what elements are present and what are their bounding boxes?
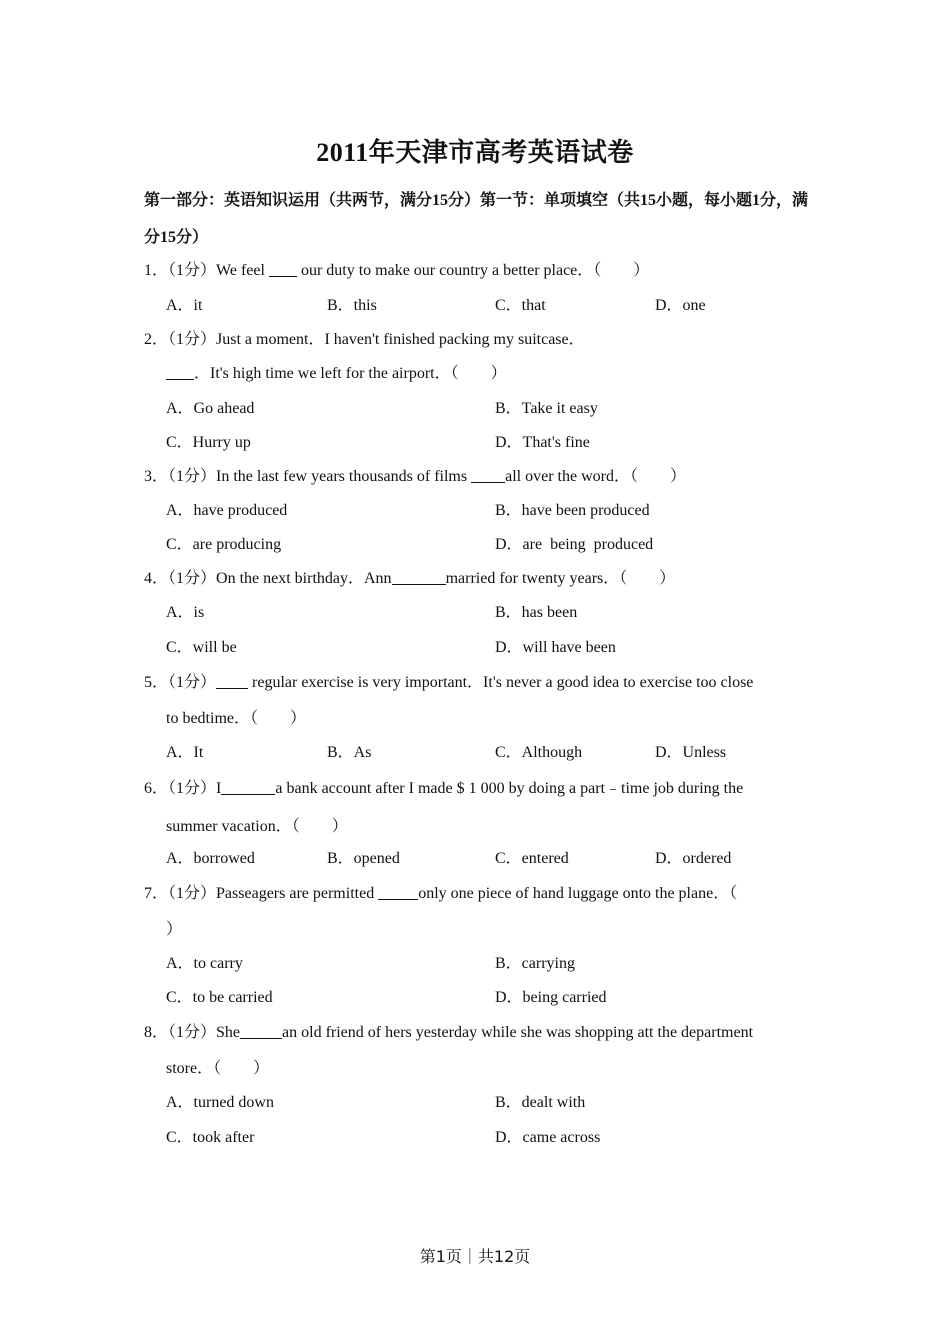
question-score: （1分） [168,780,217,797]
question-number: 6． [144,780,169,797]
options-row [166,1086,808,1120]
option-c[interactable]: C．will be [166,639,237,656]
options-row [166,289,808,323]
options-row [166,426,808,460]
question-score: （1分） [168,885,217,902]
options-row [166,947,808,981]
option-a[interactable]: A．borrowed [166,850,255,867]
options-row [166,631,808,665]
question-text: summer vacation．（ ） [166,818,348,835]
question-7 [144,876,808,948]
option-c[interactable]: C．that [495,297,546,314]
question-number: 2． [144,331,169,348]
question-score: （1分） [168,468,217,485]
option-a[interactable]: A．Go ahead [166,400,255,417]
question-text: ） [166,921,183,938]
question-text: ．It's high time we left for the airport．（ ） [194,365,507,382]
option-d[interactable]: D．That's fine [495,434,590,451]
option-b[interactable]: B．Take it easy [495,400,598,417]
option-a[interactable]: A．to carry [166,955,243,972]
option-a[interactable]: A．have produced [166,502,288,519]
option-c[interactable]: C．Hurry up [166,434,251,451]
options-row [166,392,808,426]
question-text: married for twenty years．（ ） [445,570,676,587]
options-row [166,981,808,1015]
option-d[interactable]: D．being carried [495,989,607,1006]
page-footer: 第1页｜共12页 [419,1247,531,1266]
question-text: our duty to make our country a better place．（ ） [296,262,650,279]
question-score: （1分） [168,570,217,587]
question-number: 1． [144,262,169,279]
question-8 [144,1015,808,1087]
option-b[interactable]: B．As [327,744,372,761]
question-number: 8． [144,1024,169,1041]
question-score: （1分） [168,674,217,691]
question-number: 4． [144,570,169,587]
question-text: all over the word．（ ） [505,468,686,485]
section-heading: 第一部分：英语知识运用（共两节，满分15分）第一节：单项填空（共15小题，每小题1分，满分15分） [144,192,809,246]
question-3 [144,460,808,494]
answer-blank [392,568,446,585]
question-1 [144,254,808,288]
answer-blank [166,363,194,380]
option-a[interactable]: A．it [166,297,203,314]
option-b[interactable]: B．opened [327,850,400,867]
question-text: only one piece of hand luggage onto the plane．（ [418,885,738,902]
options-row [166,494,808,528]
answer-blank [378,883,418,900]
question-text: Just a moment．I haven't finished packing my suitcase． [216,331,585,348]
options-row [166,528,808,562]
option-c[interactable]: C．took after [166,1129,255,1146]
question-number: 7． [144,885,169,902]
option-d[interactable]: D．one [655,297,706,314]
page-title: 2011年天津市高考英语试卷 [316,138,634,167]
options-row [166,596,808,630]
question-6 [144,770,808,846]
question-number: 3． [144,468,169,485]
option-b[interactable]: B．dealt with [495,1094,586,1111]
question-score: （1分） [168,331,217,348]
question-score: （1分） [168,1024,217,1041]
question-text: to bedtime．（ ） [166,710,306,727]
options-row [166,736,808,770]
option-d[interactable]: D．are being produced [495,536,654,553]
option-b[interactable]: B．this [327,297,377,314]
option-c[interactable]: C．Although [495,744,583,761]
answer-blank [240,1022,282,1039]
answer-blank [269,260,297,277]
answer-blank [471,466,505,483]
option-d[interactable]: D．ordered [655,850,732,867]
option-d[interactable]: D．Unless [655,744,727,761]
options-row [166,1121,808,1155]
option-d[interactable]: D．will have been [495,639,616,656]
answer-blank [216,672,248,689]
question-2 [144,323,808,391]
question-text: a bank account after I made $ 1 000 by doing a part﹣time job during the [275,780,744,797]
question-text: I [216,780,222,797]
options-row [166,842,808,876]
question-text: regular exercise is very important．It's never a good idea to exercise too close [248,674,754,691]
question-text: She [216,1024,241,1041]
question-5 [144,665,808,737]
question-text: In the last few years thousands of films [216,468,472,485]
option-c[interactable]: C．are producing [166,536,282,553]
option-b[interactable]: B．has been [495,604,578,621]
option-c[interactable]: C．entered [495,850,569,867]
option-a[interactable]: A．It [166,744,204,761]
question-text: store．（ ） [166,1060,270,1077]
question-4 [144,562,808,596]
question-number: 5． [144,674,169,691]
question-text: Passeagers are permitted [216,885,379,902]
option-c[interactable]: C．to be carried [166,989,273,1006]
question-score: （1分） [168,262,217,279]
option-b[interactable]: B．carrying [495,955,575,972]
option-b[interactable]: B．have been produced [495,502,650,519]
question-text: an old friend of hers yesterday while she was shopping att the department [282,1024,754,1041]
option-a[interactable]: A．turned down [166,1094,274,1111]
question-text: We feel [216,262,269,279]
option-d[interactable]: D．came across [495,1129,601,1146]
answer-blank [221,778,275,795]
option-a[interactable]: A．is [166,604,205,621]
question-text: On the next birthday．Ann [216,570,392,587]
